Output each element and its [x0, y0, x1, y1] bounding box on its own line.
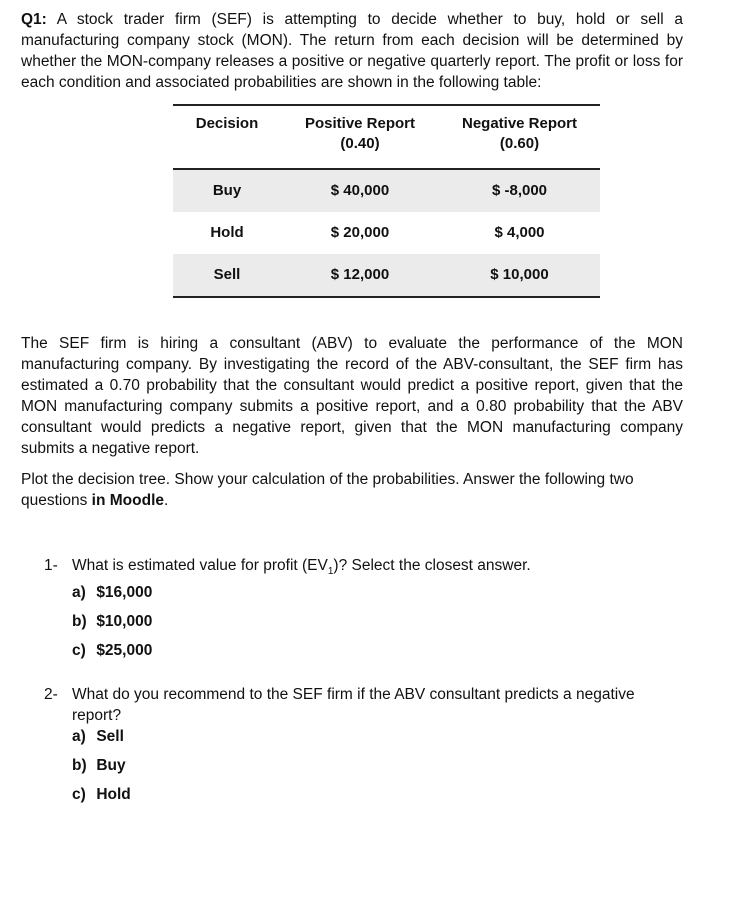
moodle-emphasis: in Moodle [91, 492, 164, 509]
header-positive: Positive Report (0.40) [281, 105, 439, 169]
row-decision: Buy [173, 169, 281, 212]
intro-text: A stock trader firm (SEF) is attempting to decide whether to buy, hold or sell a manufacturing company stock (MON). The return from each decision will be determined by whether the MON-company releases a positive or negative quarterly report. The profit or loss for each condition and associated probabilities are shown in the following table: [21, 11, 683, 91]
header-negative: Negative Report (0.60) [439, 105, 600, 169]
question-number: 1- [44, 557, 58, 574]
question-label: Q1: [21, 11, 47, 28]
answer-option-a[interactable]: a) $16,000 [72, 584, 153, 602]
intro-paragraph [21, 9, 683, 93]
answer-option-c[interactable]: c) $25,000 [72, 642, 153, 660]
question-number: 2- [44, 686, 58, 703]
payoff-table [173, 104, 600, 298]
row-positive-value: $ 12,000 [281, 254, 439, 297]
answer-option-b[interactable]: b) $10,000 [72, 613, 153, 631]
negative-probability: (0.60) [499, 135, 540, 152]
ev-subscript: 1 [327, 566, 334, 578]
row-positive-value: $ 20,000 [330, 224, 390, 241]
question-text: What do you recommend to the SEF firm if the ABV consultant predicts a negative report? [72, 686, 635, 724]
table-header-row [173, 105, 600, 169]
consultant-paragraph: The SEF firm is hiring a consultant (ABV) to evaluate the performance of the MON manufacturing company. By investigating the record of the ABV-consultant, the SEF firm has estimated a 0.70 probability that the consultant would predict a positive report, given that the MON manufacturing company submits a positive report, and a 0.80 probability that the ABV consultant would predicts a negative report, given that the MON manufacturing company submits a negative report. [21, 335, 683, 457]
table-row [173, 169, 600, 212]
answer-options [72, 583, 664, 670]
positive-probability: (0.40) [340, 135, 380, 152]
answer-options [72, 727, 664, 814]
row-negative-value: $ -8,000 [439, 169, 600, 212]
question-1 [44, 555, 664, 670]
document [21, 9, 683, 93]
row-positive-value: $ 40,000 [281, 169, 439, 212]
row-decision: Hold [210, 224, 244, 241]
instructions-paragraph: Plot the decision tree. Show your calculation of the probabilities. Answer the following two questions in Moodle. [21, 471, 634, 509]
row-negative-value: $ 10,000 [439, 254, 600, 297]
answer-option-a[interactable]: a) Sell [72, 728, 124, 745]
answer-option-c[interactable]: c) Hold [72, 786, 131, 803]
header-decision: Decision [173, 105, 281, 169]
table-row [173, 254, 600, 297]
table-row [173, 212, 600, 254]
row-negative-value: $ 4,000 [494, 224, 545, 241]
question-text: What is estimated value for profit $(EV_1)$? Select the closest answer. [72, 557, 531, 578]
question-2 [44, 684, 664, 814]
answer-option-b[interactable]: b) Buy [72, 757, 126, 774]
row-decision: Sell [173, 254, 281, 297]
